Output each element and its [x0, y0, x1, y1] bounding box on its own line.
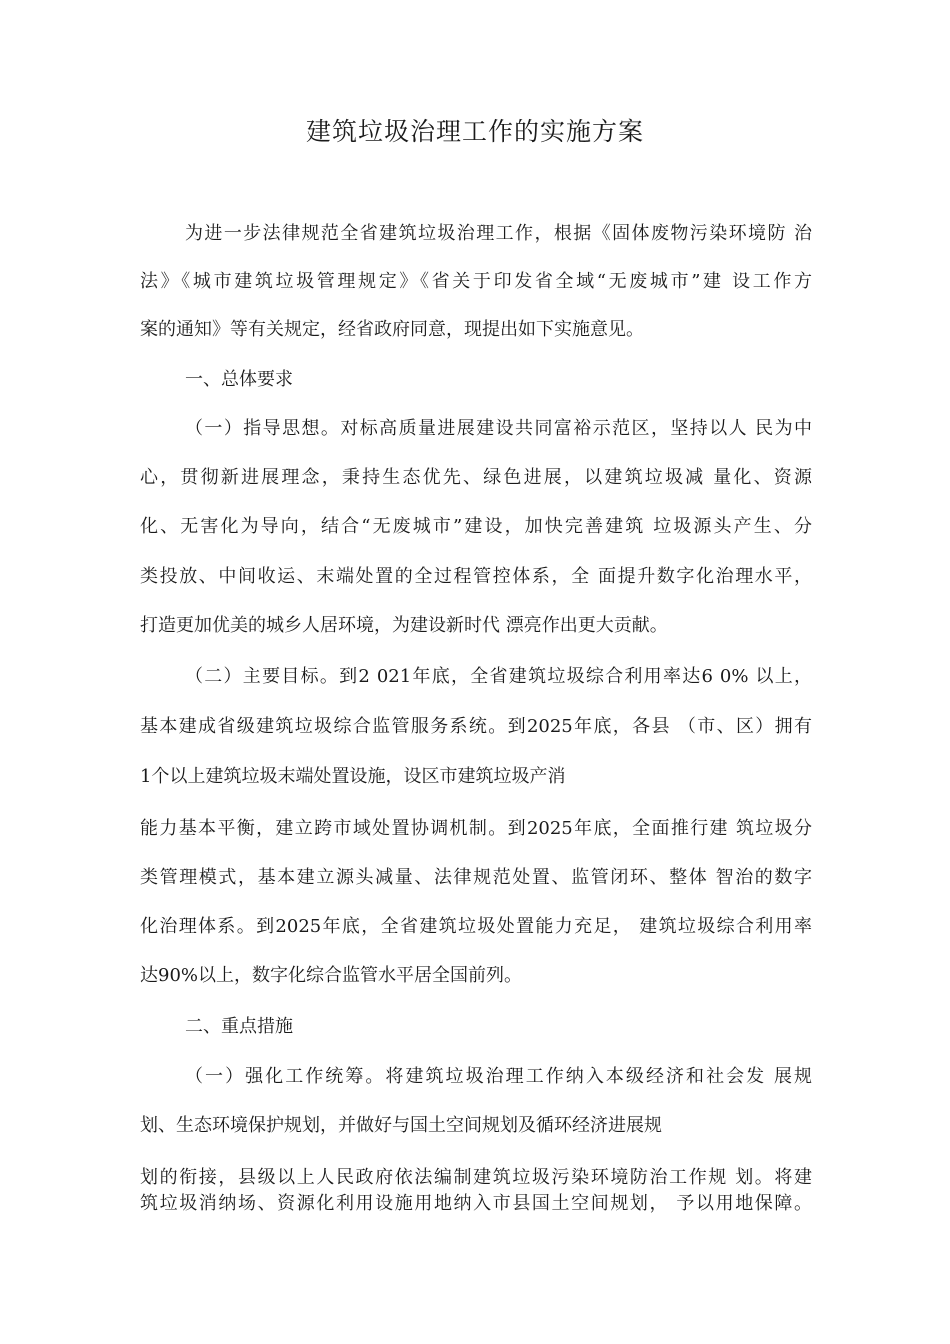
paragraph-line: 化、无害化为导向，结合“无废城市”建设，加快完善建筑 垃圾源头产生、分: [140, 516, 812, 537]
paragraph-line: 筑垃圾消纳场、资源化利用设施用地纳入市县国土空间规划， 予以用地保障。: [140, 1193, 812, 1214]
section-heading: 一、总体要求: [185, 369, 293, 390]
paragraph-line: 为进一步法律规范全省建筑垃圾治理工作，根据《固体废物污染环境防 治: [185, 223, 812, 244]
paragraph-line: 化治理体系。到2025年底，全省建筑垃圾处置能力充足， 建筑垃圾综合利用率: [140, 916, 812, 937]
paragraph-line: 类管理模式，基本建立源头减量、法律规范处置、监管闭环、整体 智治的数字: [140, 867, 812, 888]
section-heading: 二、重点措施: [185, 1016, 293, 1037]
paragraph-line: 心，贯彻新进展理念，秉持生态优先、绿色进展，以建筑垃圾减 量化、资源: [140, 467, 812, 488]
paragraph-line: 法》《城市建筑垃圾管理规定》《省关于印发省全域“无废城市”建 设工作方: [140, 271, 812, 292]
paragraph-line: 能力基本平衡，建立跨市域处置协调机制。到2025年底，全面推行建 筑垃圾分: [140, 818, 812, 839]
paragraph-line: （一）强化工作统筹。将建筑垃圾治理工作纳入本级经济和社会发 展规: [185, 1066, 812, 1087]
paragraph-line: （二）主要目标。到2 021年底，全省建筑垃圾综合利用率达6 0% 以上，: [185, 666, 812, 687]
document-title: 建筑垃圾治理工作的实施方案: [305, 117, 644, 146]
paragraph-line: 达90%以上，数字化综合监管水平居全国前列。: [140, 965, 523, 986]
paragraph-line: 划、生态环境保护规划，并做好与国土空间规划及循环经济进展规: [140, 1115, 662, 1136]
paragraph-line: 1个以上建筑垃圾末端处置设施，设区市建筑垃圾产消: [140, 766, 566, 787]
paragraph-line: 划的衔接，县级以上人民政府依法编制建筑垃圾污染环境防治工作规 划。将建: [140, 1167, 812, 1188]
paragraph-line: 基本建成省级建筑垃圾综合监管服务系统。到2025年底，各县 （市、区）拥有: [140, 716, 812, 737]
paragraph-line: 类投放、中间收运、末端处置的全过程管控体系，全 面提升数字化治理水平，: [140, 566, 812, 587]
paragraph-line: 案的通知》等有关规定，经省政府同意，现提出如下实施意见。: [140, 319, 644, 340]
paragraph-line: 打造更加优美的城乡人居环境，为建设新时代 漂亮作出更大贡献。: [140, 615, 668, 636]
paragraph-line: （一）指导思想。对标高质量进展建设共同富裕示范区，坚持以人 民为中: [185, 418, 812, 439]
